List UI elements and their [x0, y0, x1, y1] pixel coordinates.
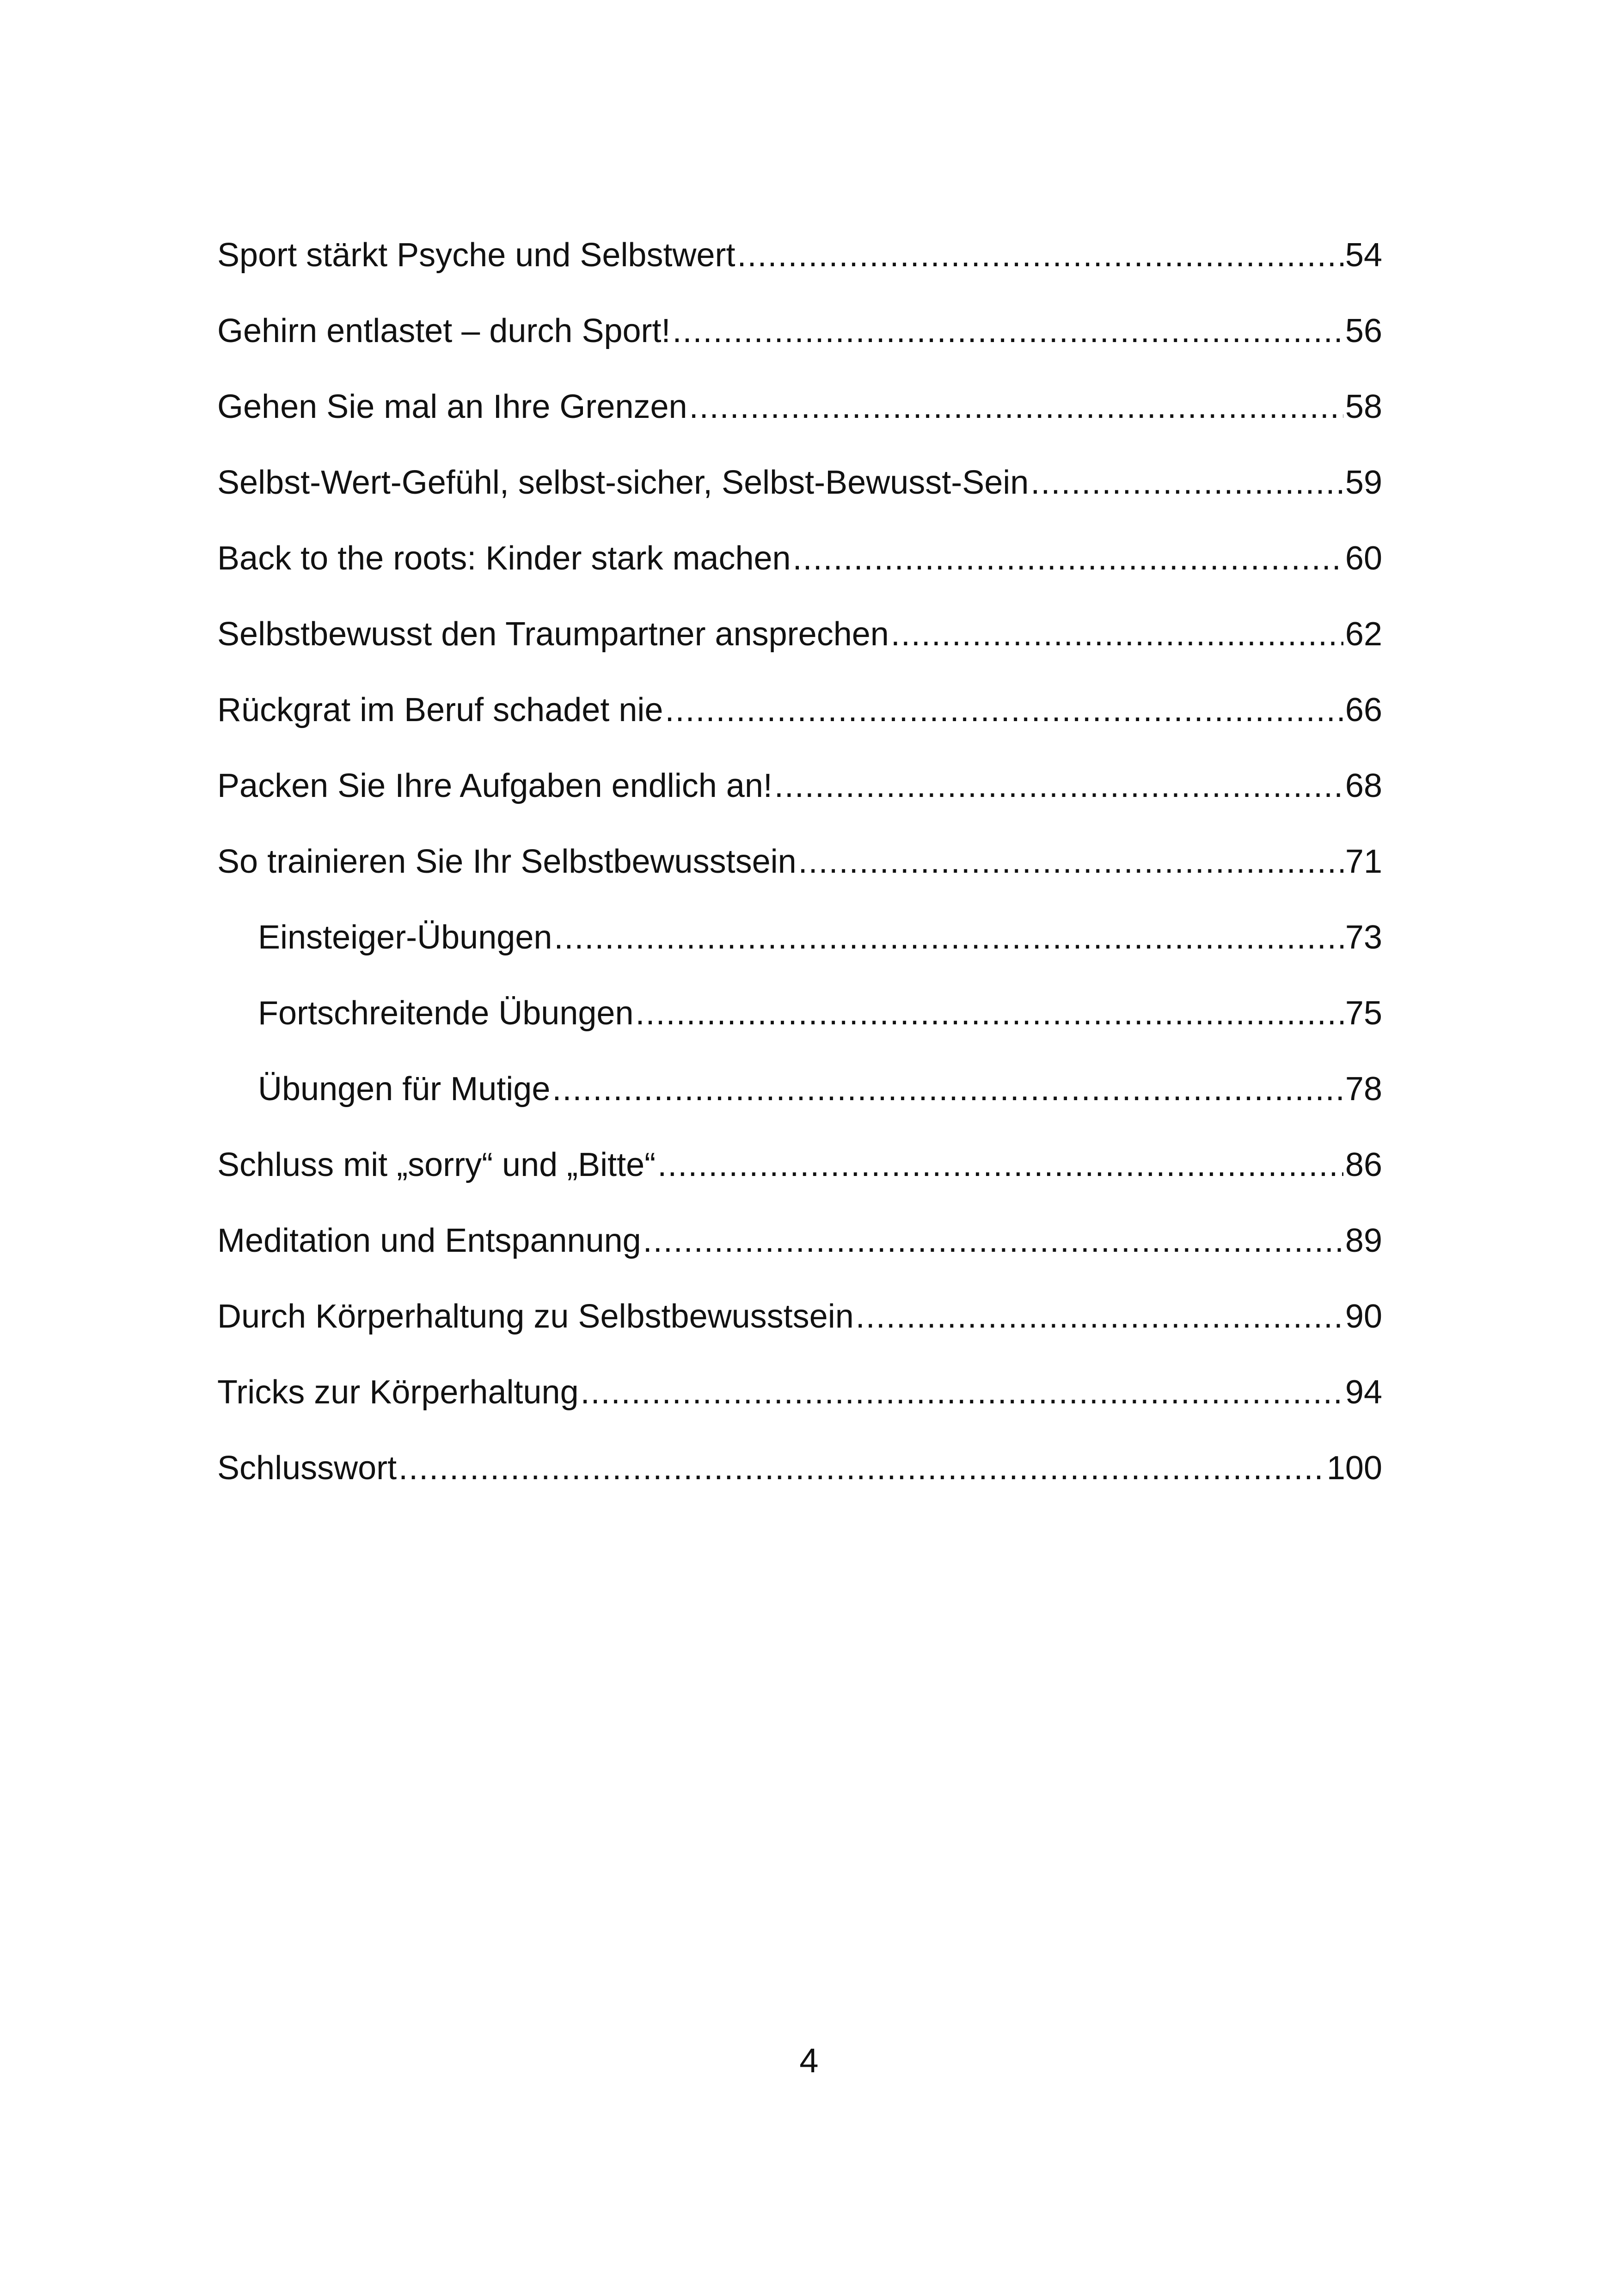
toc-entry[interactable] [217, 672, 1382, 748]
dot-leader [798, 843, 1343, 881]
toc-entry-title: Einsteiger-Übungen [258, 919, 552, 956]
dot-leader [398, 1449, 1325, 1487]
toc-entry[interactable] [217, 217, 1382, 293]
toc-entry-title: Schluss mit „sorry“ und „Bitte“ [217, 1146, 656, 1183]
dot-leader [657, 1146, 1343, 1184]
toc-entry[interactable] [217, 293, 1382, 369]
toc-entry-page: 71 [1345, 843, 1382, 880]
dot-leader [673, 312, 1343, 350]
toc-entry-page: 78 [1345, 1071, 1382, 1108]
toc-entry-title: Gehirn entlastet – durch Sport! [217, 312, 671, 349]
toc-entry[interactable] [217, 748, 1382, 824]
toc-entry-title: Rückgrat im Beruf schadet nie [217, 692, 663, 729]
toc-entry-page: 86 [1345, 1146, 1382, 1183]
dot-leader [689, 388, 1343, 426]
toc-entry-page: 56 [1345, 312, 1382, 349]
toc-entry-title: Gehen Sie mal an Ihre Grenzen [217, 388, 687, 425]
dot-leader [737, 236, 1343, 274]
toc-entry-title: Selbstbewusst den Traumpartner ansprechen [217, 616, 889, 653]
toc-entry-page: 59 [1345, 464, 1382, 501]
toc-entry[interactable] [217, 369, 1382, 445]
toc-entry-page: 94 [1345, 1374, 1382, 1411]
toc-entry-page: 58 [1345, 388, 1382, 425]
dot-leader [1030, 464, 1343, 502]
page-number: 4 [799, 2041, 819, 2080]
toc-entry-page: 100 [1326, 1450, 1382, 1487]
dot-leader [793, 539, 1343, 577]
dot-leader [554, 918, 1343, 956]
toc-entry-title: Meditation und Entspannung [217, 1222, 641, 1259]
dot-leader [643, 1222, 1343, 1260]
toc-entry[interactable] [217, 1127, 1382, 1203]
toc-entry-title: So trainieren Sie Ihr Selbstbewusstsein [217, 843, 797, 880]
dot-leader [891, 615, 1343, 653]
dot-leader [856, 1298, 1343, 1335]
toc-entry-page: 62 [1345, 616, 1382, 653]
toc-entry-title: Durch Körperhaltung zu Selbstbewusstsein [217, 1298, 854, 1335]
table-of-contents [217, 217, 1382, 1506]
toc-entry[interactable] [217, 520, 1382, 596]
dot-leader [636, 994, 1343, 1032]
toc-entry[interactable] [217, 1430, 1382, 1506]
toc-entry-title: Sport stärkt Psyche und Selbstwert [217, 237, 735, 274]
toc-entry[interactable] [217, 1203, 1382, 1279]
dot-leader [665, 691, 1343, 729]
toc-entry-title: Schlusswort [217, 1450, 397, 1487]
toc-entry-title: Packen Sie Ihre Aufgaben endlich an! [217, 767, 772, 804]
footer-rule [647, 2021, 1433, 2039]
toc-entry-page: 73 [1345, 919, 1382, 956]
toc-subentry[interactable] [217, 975, 1382, 1051]
toc-entry-page: 54 [1345, 237, 1382, 274]
toc-entry[interactable] [217, 445, 1382, 520]
toc-subentry[interactable] [217, 900, 1382, 975]
toc-entry-page: 89 [1345, 1222, 1382, 1259]
dot-leader [774, 767, 1343, 805]
toc-entry-page: 68 [1345, 767, 1382, 804]
toc-entry-title: Back to the roots: Kinder stark machen [217, 540, 791, 577]
toc-entry-title: Fortschreitende Übungen [258, 995, 634, 1032]
toc-entry-page: 90 [1345, 1298, 1382, 1335]
toc-entry-page: 75 [1345, 995, 1382, 1032]
toc-entry[interactable] [217, 1354, 1382, 1430]
toc-entry[interactable] [217, 824, 1382, 900]
dot-leader [581, 1373, 1343, 1411]
dot-leader [552, 1070, 1343, 1108]
toc-entry-page: 60 [1345, 540, 1382, 577]
toc-subentry[interactable] [217, 1051, 1382, 1127]
toc-entry-title: Selbst-Wert-Gefühl, selbst-sicher, Selbst-Bewusst-Sein [217, 464, 1029, 501]
toc-entry-page: 66 [1345, 692, 1382, 729]
toc-entry[interactable] [217, 596, 1382, 672]
toc-entry[interactable] [217, 1279, 1382, 1354]
toc-entry-title: Übungen für Mutige [258, 1071, 551, 1108]
toc-entry-title: Tricks zur Körperhaltung [217, 1374, 579, 1411]
